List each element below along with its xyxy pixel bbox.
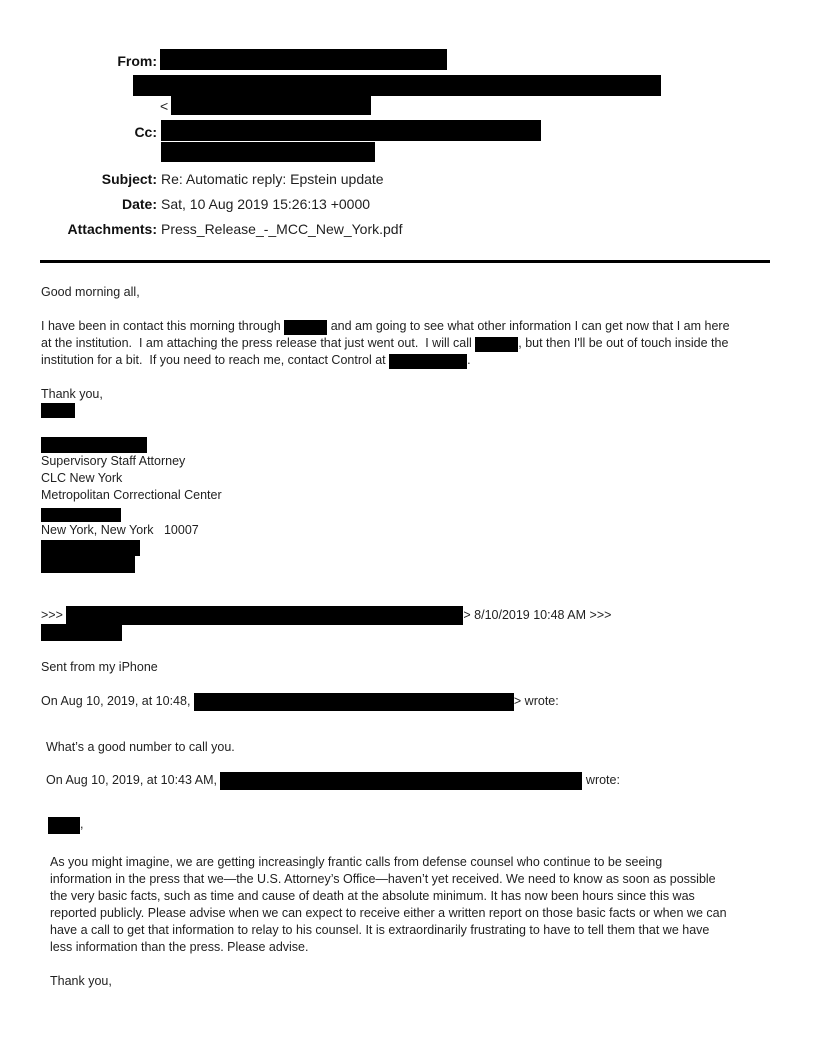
paragraph-2 <box>41 854 803 956</box>
signature-title: Supervisory Staff Attorney <box>41 454 186 468</box>
attachment-filename: Press_Release_-_MCC_New_York.pdf <box>161 221 403 237</box>
redaction-bar-salutation-name <box>48 817 80 834</box>
text-segment: , but then I'll be out of touch inside the <box>518 336 729 350</box>
paragraph-2-line-2: information in the press that we—the U.S. Attorney’s Office—haven’t yet received. We need to know as soon as possible <box>50 872 716 886</box>
text-segment: , <box>80 817 84 831</box>
signature-org: CLC New York <box>41 471 123 485</box>
sent-from-iphone: Sent from my iPhone <box>41 660 158 674</box>
paragraph-1-line-2 <box>41 335 803 352</box>
redaction-bar-quoted-sender-line2 <box>41 624 122 641</box>
date-label: Date: <box>121 196 157 212</box>
closing-thanks-2: Thank you, <box>50 974 112 988</box>
paragraph-1-line-1 <box>41 318 803 335</box>
text-segment: . <box>467 353 471 367</box>
text-segment: I have been in contact this morning through <box>41 319 285 333</box>
paragraph-2-line-1: As you might imagine, we are getting increasingly frantic calls from defense counsel who continue to be seeing <box>50 855 663 869</box>
redaction-bar-reply-sender <box>194 693 514 711</box>
reply-intro-1043 <box>41 772 803 789</box>
greeting: Good morning all, <box>41 285 140 299</box>
text-segment: On Aug 10, 2019, at 10:43 AM, <box>46 773 221 787</box>
attachments-label: Attachments: <box>67 221 157 237</box>
groupwise-quote-line <box>41 606 803 624</box>
redaction-bar-email-address <box>171 96 371 115</box>
redaction-bar-sender-name <box>41 403 75 418</box>
salutation-line <box>41 816 803 833</box>
redaction-bar <box>475 337 518 352</box>
closing-thanks: Thank you, <box>41 387 103 401</box>
redaction-bar-phone-line2 <box>41 556 135 573</box>
subject-value: Re: Automatic reply: Epstein update <box>161 171 384 187</box>
paragraph-2-line-3: the very basic facts, such as time and cause of death at the absolute minimum. It has now been hours since this was <box>50 889 695 903</box>
paragraph-1 <box>41 318 803 369</box>
text-segment: wrote: <box>582 773 620 787</box>
angle-bracket: < <box>160 98 169 114</box>
text-segment: > 8/10/2019 10:48 AM >>> <box>463 608 612 622</box>
redaction-bar-from-line2 <box>133 75 661 96</box>
question-line: What’s a good number to call you. <box>46 740 235 754</box>
text-segment: >>> <box>41 608 67 622</box>
reply-intro-1048 <box>41 693 803 710</box>
date-value: Sat, 10 Aug 2019 15:26:13 +0000 <box>161 196 371 212</box>
email-body <box>41 284 803 990</box>
redaction-bar-phone-line1 <box>41 540 140 556</box>
paragraph-2-line-6: less information than the press. Please advise. <box>50 940 309 954</box>
text-segment: > wrote: <box>513 694 559 708</box>
redaction-bar-reply-sender-2 <box>220 772 582 790</box>
text-segment: at the institution. I am attaching the press release that just went out. I will call <box>41 336 476 350</box>
redaction-bar-from <box>160 49 447 70</box>
from-label: From: <box>117 53 157 69</box>
signature-block <box>41 437 803 573</box>
redaction-bar <box>389 354 467 369</box>
header-divider <box>40 260 770 263</box>
redaction-bar-cc-line2 <box>161 142 375 162</box>
paragraph-2-line-5: have a call to get that information to relay to his counsel. It is extraordinarily frustrating to have to tell them that we have <box>50 923 710 937</box>
redaction-bar-quoted-sender <box>66 606 463 625</box>
signature-facility: Metropolitan Correctional Center <box>41 488 222 502</box>
signature-city-line: New York, New York 10007 <box>41 523 199 537</box>
redaction-bar-cc <box>161 120 541 141</box>
paragraph-1-line-3 <box>41 352 803 369</box>
text-segment: On Aug 10, 2019, at 10:48, <box>41 694 194 708</box>
text-segment: institution for a bit. If you need to reach me, contact Control at <box>41 353 390 367</box>
text-segment: and am going to see what other information I can get now that I am here <box>327 319 730 333</box>
subject-label: Subject: <box>101 171 157 187</box>
redaction-bar <box>284 320 327 335</box>
redaction-bar-signature-name <box>41 437 147 453</box>
paragraph-2-line-4: reported publicly. Please advise when we can expect to receive either a written report on those basic facts or when we can <box>50 906 727 920</box>
cc-label: Cc: <box>134 124 157 140</box>
redaction-bar-street-address <box>41 508 121 522</box>
